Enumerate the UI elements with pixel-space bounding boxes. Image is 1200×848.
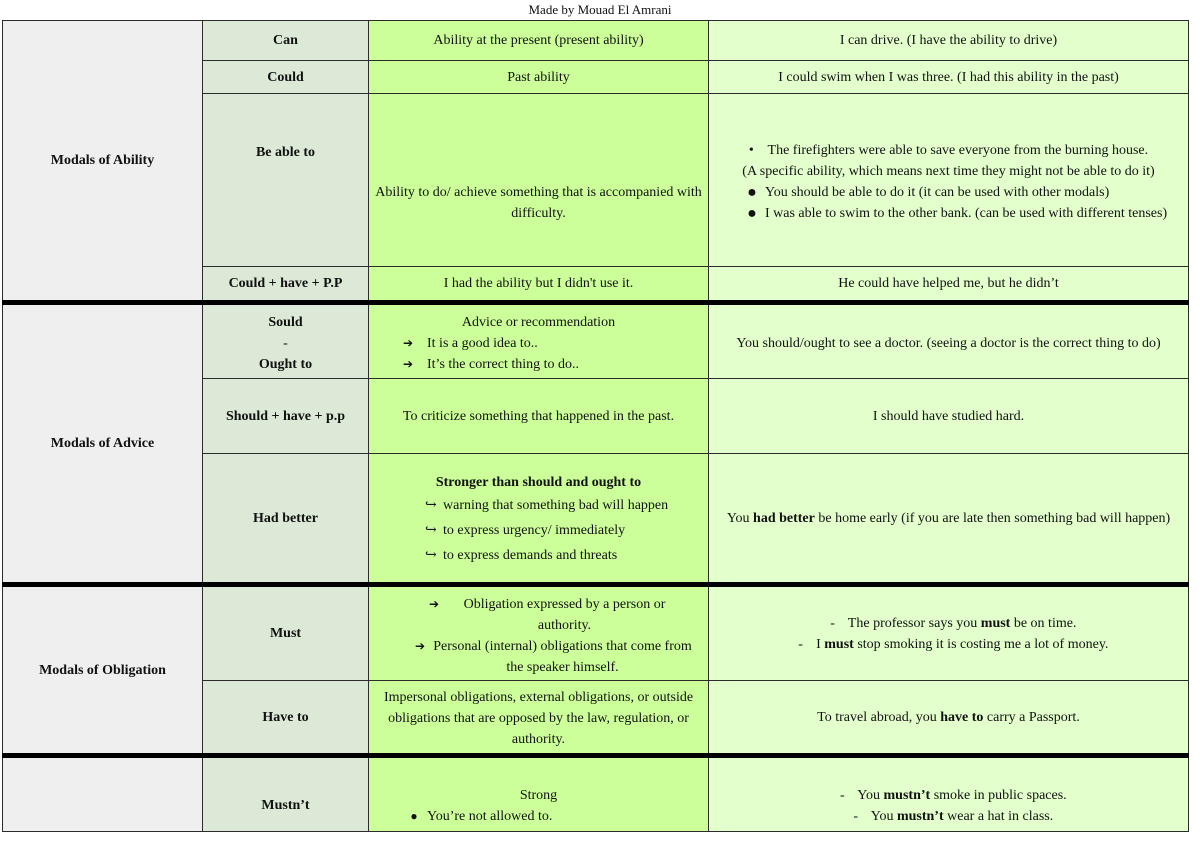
arrow-right-icon: ➔ xyxy=(414,638,426,653)
example-text: I xyxy=(816,636,821,652)
usage-had-better-point2 xyxy=(375,518,702,543)
example-bold-text: have to xyxy=(940,709,984,725)
example-must-line1 xyxy=(715,613,1182,634)
document-author-line: Made by Mouad El Amrani xyxy=(528,2,672,17)
table-row-mustnt xyxy=(3,756,1189,832)
category-advice: Modals of Advice xyxy=(3,303,203,585)
category-prohibition xyxy=(3,756,203,832)
example-mustnt-line1 xyxy=(715,785,1182,806)
usage-point-text: warning that something bad will happen xyxy=(443,498,669,513)
arrow-right-icon: ➔ xyxy=(403,336,414,350)
example-text: You xyxy=(726,510,750,526)
usage-must-point1: Obligation expressed by a person or authority. xyxy=(463,596,666,633)
bullet-icon: ● xyxy=(410,809,418,823)
example-should-have-pp: I should have studied hard. xyxy=(709,379,1189,454)
usage-should-ought-point1 xyxy=(375,333,702,354)
arrow-right-icon: ➔ xyxy=(428,596,440,611)
modal-have-to: Have to xyxy=(203,681,369,756)
modal-had-better: Had better xyxy=(203,454,369,585)
modal-should-have-pp: Should + have + p.p xyxy=(203,379,369,454)
example-could-have-pp: He could have helped me, but he didn’t xyxy=(709,267,1189,303)
usage-be-able-to: Ability to do/ achieve something that is accompanied with difficulty. xyxy=(369,94,709,267)
arrow-right-icon: ➔ xyxy=(403,357,414,371)
example-be-able-to-bullet1: The firefighters were able to save everyone from the burning house. xyxy=(767,143,1149,158)
modal-could-have-pp: Could + have + P.P xyxy=(203,267,369,303)
usage-have-to: Impersonal obligations, external obligations, or outside obligations that are opposed by the law, regulation, or authority. xyxy=(369,681,709,756)
example-text: To travel abroad, you xyxy=(817,709,937,725)
modal-mustnt: Mustn’t xyxy=(203,756,369,832)
usage-could-have-pp: I had the ability but I didn't use it. xyxy=(369,267,709,303)
modal-can: Can xyxy=(203,21,369,61)
dash-icon: - xyxy=(839,788,845,803)
modal-dash-line: - xyxy=(283,336,288,351)
usage-should-ought xyxy=(369,303,709,379)
usage-had-better xyxy=(369,454,709,585)
hook-arrow-icon: ↪ xyxy=(425,548,437,563)
bullet-icon: ● xyxy=(747,184,757,201)
example-mustnt-line2 xyxy=(715,806,1182,827)
usage-had-better-point3 xyxy=(375,543,702,568)
usage-had-better-point1 xyxy=(375,493,702,518)
example-be-able-to xyxy=(709,94,1189,267)
example-text: wear a hat in class. xyxy=(947,809,1054,824)
example-bold-text: must xyxy=(980,615,1011,631)
hook-arrow-icon: ↪ xyxy=(425,498,437,513)
example-should-ought: You should/ought to see a doctor. (seeing a doctor is the correct thing to do) xyxy=(709,303,1189,379)
dash-icon: - xyxy=(830,615,835,631)
modal-should-ought xyxy=(203,303,369,379)
example-must xyxy=(709,585,1189,681)
bullet-icon: ● xyxy=(747,205,757,222)
example-could: I could swim when I was three. (I had this ability in the past) xyxy=(709,61,1189,94)
modal-should-line: Sould xyxy=(268,315,303,330)
modal-could: Could xyxy=(203,61,369,94)
usage-should-ought-point2 xyxy=(375,354,702,375)
dash-icon: - xyxy=(853,809,859,824)
usage-point-text: to express urgency/ immediately xyxy=(443,523,626,538)
dash-icon: - xyxy=(798,636,803,652)
category-ability: Modals of Ability xyxy=(3,21,203,303)
example-have-to xyxy=(709,681,1189,756)
usage-point-text: It’s the correct thing to do.. xyxy=(427,357,580,372)
usage-mustnt-point1: You’re not allowed to. xyxy=(427,809,553,824)
table-row-must xyxy=(3,585,1189,681)
usage-point-text: to express demands and threats xyxy=(443,548,618,563)
example-bold-text: mustn’t xyxy=(896,809,944,824)
example-be-able-to-note: (A specific ability, which means next time they might not be able to do it) xyxy=(742,164,1155,179)
usage-should-have-pp: To criticize something that happened in the past. xyxy=(369,379,709,454)
example-mustnt xyxy=(709,756,1189,832)
example-can: I can drive. (I have the ability to drive) xyxy=(709,21,1189,61)
modal-be-able-to: Be able to xyxy=(203,94,369,267)
modals-table xyxy=(2,20,1189,832)
usage-must xyxy=(369,585,709,681)
usage-mustnt xyxy=(369,756,709,832)
example-must-line2 xyxy=(715,634,1182,655)
example-text: stop smoking it is costing me a lot of money. xyxy=(857,636,1109,652)
example-text: You xyxy=(857,788,881,803)
bullet-icon: • xyxy=(748,143,754,158)
usage-had-better-title: Stronger than should and ought to xyxy=(435,475,642,490)
usage-should-ought-title: Advice or recommendation xyxy=(461,315,616,330)
usage-must-point2: Personal (internal) obligations that come from the speaker himself. xyxy=(433,638,692,675)
category-obligation: Modals of Obligation xyxy=(3,585,203,756)
example-text: You xyxy=(870,809,894,824)
example-had-better xyxy=(709,454,1189,585)
example-text: smoke in public spaces. xyxy=(933,788,1067,803)
example-bold-text: mustn’t xyxy=(883,788,931,803)
usage-can: Ability at the present (present ability) xyxy=(369,21,709,61)
modal-must: Must xyxy=(203,585,369,681)
table-row-should-ought xyxy=(3,303,1189,379)
usage-mustnt-title: Strong xyxy=(519,788,558,803)
modal-ought-line: Ought to xyxy=(258,357,313,372)
example-text: The professor says you xyxy=(847,615,978,631)
example-bold-text: had better xyxy=(753,510,815,526)
example-text: carry a Passport. xyxy=(986,709,1080,725)
usage-could: Past ability xyxy=(369,61,709,94)
example-text: be home early (if you are late then something bad will happen) xyxy=(818,510,1171,526)
usage-point-text: It is a good idea to.. xyxy=(427,336,538,351)
example-text: be on time. xyxy=(1013,615,1077,631)
hook-arrow-icon: ↪ xyxy=(425,523,437,538)
table-row-can xyxy=(3,21,1189,61)
example-bold-text: must xyxy=(824,636,854,652)
example-be-able-to-bullet2: You should be able to do it (it can be used with other modals) xyxy=(765,185,1110,200)
example-be-able-to-bullet3: I was able to swim to the other bank. (can be used with different tenses) xyxy=(765,206,1168,221)
